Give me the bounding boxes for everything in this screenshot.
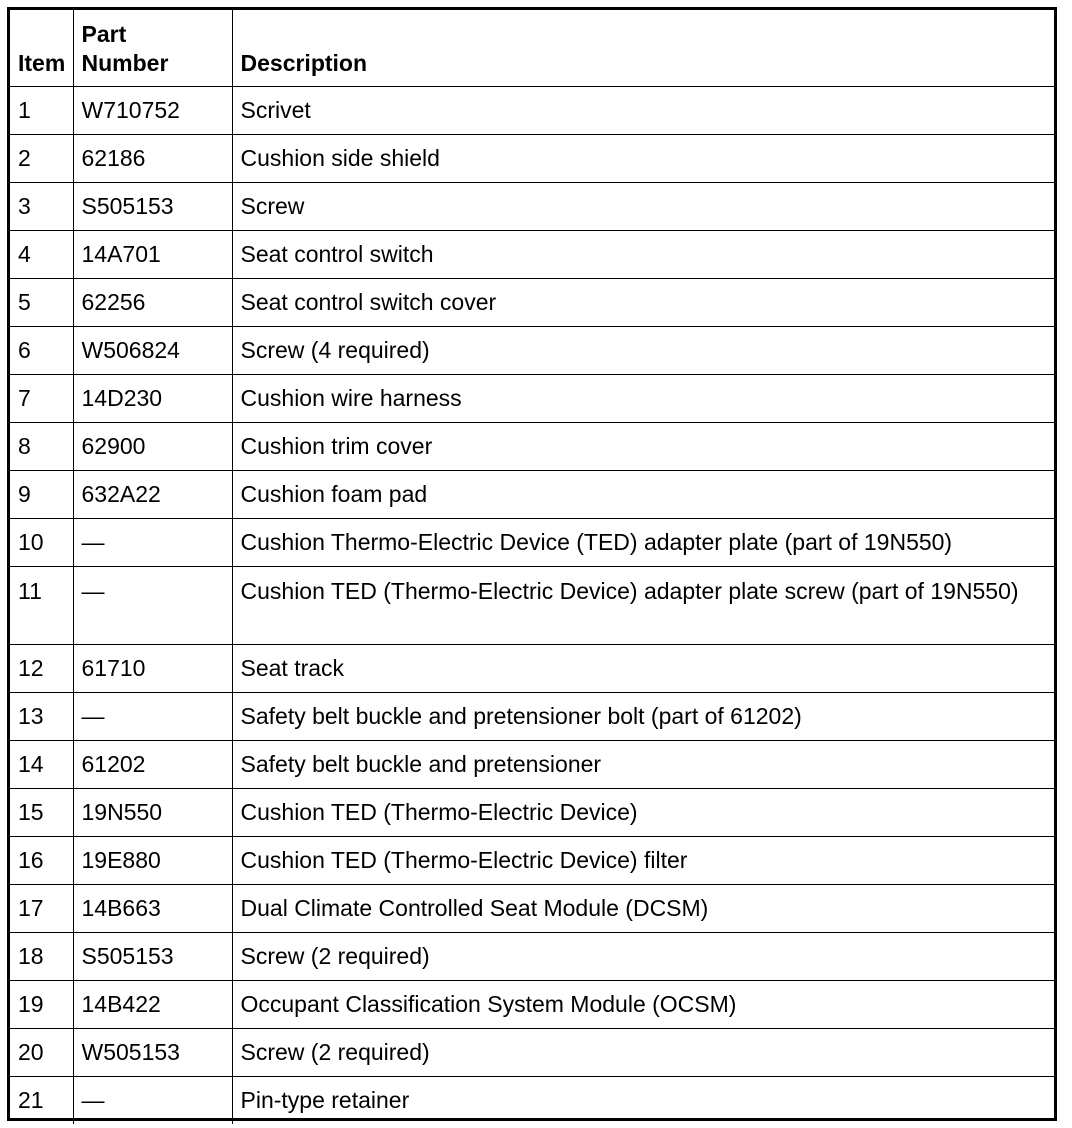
description-cell: Cushion wire harness bbox=[232, 374, 1054, 422]
part-number-cell: 19N550 bbox=[73, 788, 232, 836]
part-number-cell: — bbox=[73, 1076, 232, 1124]
column-header-description: Description bbox=[232, 10, 1054, 86]
description-cell: Cushion foam pad bbox=[232, 470, 1054, 518]
part-number-cell: W506824 bbox=[73, 326, 232, 374]
part-number-cell: 14B422 bbox=[73, 980, 232, 1028]
description-cell: Screw bbox=[232, 182, 1054, 230]
item-cell: 8 bbox=[10, 422, 73, 470]
description-cell: Cushion trim cover bbox=[232, 422, 1054, 470]
item-cell: 19 bbox=[10, 980, 73, 1028]
table-row bbox=[10, 1028, 1054, 1076]
table-row bbox=[10, 740, 1054, 788]
part-number-cell: — bbox=[73, 692, 232, 740]
table-row bbox=[10, 644, 1054, 692]
part-number-cell: — bbox=[73, 566, 232, 644]
table-row bbox=[10, 278, 1054, 326]
part-number-cell: 61202 bbox=[73, 740, 232, 788]
table-row bbox=[10, 326, 1054, 374]
description-cell: Cushion TED (Thermo-Electric Device) filter bbox=[232, 836, 1054, 884]
item-cell: 9 bbox=[10, 470, 73, 518]
item-cell: 10 bbox=[10, 518, 73, 566]
part-number-cell: S505153 bbox=[73, 932, 232, 980]
table-row bbox=[10, 422, 1054, 470]
description-cell: Cushion TED (Thermo-Electric Device) bbox=[232, 788, 1054, 836]
item-cell: 6 bbox=[10, 326, 73, 374]
column-header-part-number: Part Number bbox=[73, 10, 232, 86]
item-cell: 11 bbox=[10, 566, 73, 644]
part-number-cell: 62900 bbox=[73, 422, 232, 470]
description-cell: Scrivet bbox=[232, 86, 1054, 134]
parts-table bbox=[10, 10, 1054, 1124]
description-cell: Cushion side shield bbox=[232, 134, 1054, 182]
table-row bbox=[10, 1076, 1054, 1124]
part-number-cell: W710752 bbox=[73, 86, 232, 134]
part-number-cell: 62186 bbox=[73, 134, 232, 182]
item-cell: 18 bbox=[10, 932, 73, 980]
table-row bbox=[10, 836, 1054, 884]
description-cell: Dual Climate Controlled Seat Module (DCSM) bbox=[232, 884, 1054, 932]
parts-table-frame bbox=[7, 7, 1057, 1121]
part-number-cell: 61710 bbox=[73, 644, 232, 692]
part-number-cell: 632A22 bbox=[73, 470, 232, 518]
part-number-cell: 14A701 bbox=[73, 230, 232, 278]
table-row bbox=[10, 788, 1054, 836]
item-cell: 1 bbox=[10, 86, 73, 134]
table-row bbox=[10, 518, 1054, 566]
item-cell: 5 bbox=[10, 278, 73, 326]
description-cell: Safety belt buckle and pretensioner bolt (part of 61202) bbox=[232, 692, 1054, 740]
item-cell: 12 bbox=[10, 644, 73, 692]
table-row bbox=[10, 374, 1054, 422]
description-cell: Seat track bbox=[232, 644, 1054, 692]
table-row bbox=[10, 86, 1054, 134]
table-body bbox=[10, 86, 1054, 1124]
item-cell: 2 bbox=[10, 134, 73, 182]
item-cell: 20 bbox=[10, 1028, 73, 1076]
table-row bbox=[10, 230, 1054, 278]
description-cell: Screw (2 required) bbox=[232, 932, 1054, 980]
part-number-cell: 19E880 bbox=[73, 836, 232, 884]
item-cell: 14 bbox=[10, 740, 73, 788]
item-cell: 21 bbox=[10, 1076, 73, 1124]
part-number-cell: 14D230 bbox=[73, 374, 232, 422]
table-row bbox=[10, 932, 1054, 980]
description-cell: Seat control switch cover bbox=[232, 278, 1054, 326]
item-cell: 17 bbox=[10, 884, 73, 932]
table-row bbox=[10, 182, 1054, 230]
part-number-cell: S505153 bbox=[73, 182, 232, 230]
item-cell: 16 bbox=[10, 836, 73, 884]
description-cell: Screw (2 required) bbox=[232, 1028, 1054, 1076]
part-number-cell: — bbox=[73, 518, 232, 566]
description-cell: Pin-type retainer bbox=[232, 1076, 1054, 1124]
part-number-cell: W505153 bbox=[73, 1028, 232, 1076]
description-cell: Cushion TED (Thermo-Electric Device) adapter plate screw (part of 19N550) bbox=[232, 566, 1054, 644]
description-cell: Seat control switch bbox=[232, 230, 1054, 278]
table-row bbox=[10, 470, 1054, 518]
description-cell: Safety belt buckle and pretensioner bbox=[232, 740, 1054, 788]
item-cell: 15 bbox=[10, 788, 73, 836]
description-cell: Screw (4 required) bbox=[232, 326, 1054, 374]
item-cell: 3 bbox=[10, 182, 73, 230]
table-header-row bbox=[10, 10, 1054, 86]
column-header-item: Item bbox=[10, 10, 73, 86]
table-row bbox=[10, 692, 1054, 740]
table-row bbox=[10, 566, 1054, 644]
description-cell: Occupant Classification System Module (OCSM) bbox=[232, 980, 1054, 1028]
table-row bbox=[10, 980, 1054, 1028]
item-cell: 13 bbox=[10, 692, 73, 740]
item-cell: 4 bbox=[10, 230, 73, 278]
table-row bbox=[10, 134, 1054, 182]
part-number-cell: 62256 bbox=[73, 278, 232, 326]
item-cell: 7 bbox=[10, 374, 73, 422]
table-row bbox=[10, 884, 1054, 932]
part-number-cell: 14B663 bbox=[73, 884, 232, 932]
description-cell: Cushion Thermo-Electric Device (TED) adapter plate (part of 19N550) bbox=[232, 518, 1054, 566]
